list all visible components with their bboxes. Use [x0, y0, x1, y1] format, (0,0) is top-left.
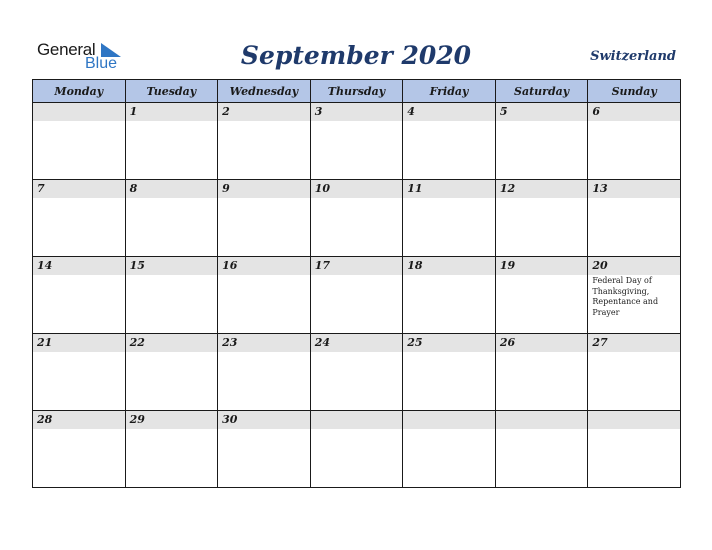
- day-number: 2: [218, 103, 310, 121]
- day-number: 10: [311, 180, 403, 198]
- calendar-week-row: [33, 334, 681, 411]
- day-number: 24: [311, 334, 403, 352]
- day-number: 22: [126, 334, 218, 352]
- weekday-header-wednesday: Wednesday: [218, 80, 311, 103]
- day-number: 7: [33, 180, 125, 198]
- day-cell: [310, 257, 403, 334]
- day-cell: [495, 103, 588, 180]
- day-cell: [403, 257, 496, 334]
- day-number: [496, 411, 588, 429]
- day-cell: [33, 103, 126, 180]
- day-cell: [495, 180, 588, 257]
- day-cell: [403, 103, 496, 180]
- day-number: 29: [126, 411, 218, 429]
- calendar-weeks: [33, 103, 681, 488]
- day-cell: [33, 257, 126, 334]
- day-number: [403, 411, 495, 429]
- country-label: Switzerland: [590, 49, 676, 64]
- day-cell: [588, 411, 681, 488]
- day-cell: [125, 334, 218, 411]
- day-cell: [403, 334, 496, 411]
- day-cell: [218, 411, 311, 488]
- day-number: 8: [126, 180, 218, 198]
- day-cell: [125, 180, 218, 257]
- generalblue-logo: [37, 40, 127, 74]
- calendar-week-row: [33, 411, 681, 488]
- day-number: 16: [218, 257, 310, 275]
- day-cell: [218, 257, 311, 334]
- day-cell: [125, 411, 218, 488]
- day-cell: [588, 103, 681, 180]
- day-cell: [495, 257, 588, 334]
- day-cell: [403, 180, 496, 257]
- day-number: 20: [588, 257, 680, 275]
- weekday-header-friday: Friday: [403, 80, 496, 103]
- weekday-header-saturday: Saturday: [495, 80, 588, 103]
- day-cell: [495, 334, 588, 411]
- day-number: 18: [403, 257, 495, 275]
- day-cell: [310, 411, 403, 488]
- day-cell: [218, 103, 311, 180]
- day-cell: [310, 334, 403, 411]
- day-number: 25: [403, 334, 495, 352]
- day-number: 28: [33, 411, 125, 429]
- day-cell: [33, 411, 126, 488]
- day-number: [588, 411, 680, 429]
- day-number: [311, 411, 403, 429]
- day-number: 27: [588, 334, 680, 352]
- month-calendar-grid: [32, 79, 681, 488]
- day-number: 15: [126, 257, 218, 275]
- calendar-week-row: [33, 257, 681, 334]
- day-number: 26: [496, 334, 588, 352]
- day-number: 4: [403, 103, 495, 121]
- day-cell: [218, 180, 311, 257]
- day-number: 12: [496, 180, 588, 198]
- day-number: [33, 103, 125, 121]
- day-number: 13: [588, 180, 680, 198]
- day-cell: [125, 257, 218, 334]
- day-cell: [588, 257, 681, 334]
- calendar-title: September 2020: [240, 41, 472, 70]
- calendar-week-row: [33, 180, 681, 257]
- logo-blue-text: Blue: [85, 55, 118, 72]
- day-cell: [125, 103, 218, 180]
- day-number: 19: [496, 257, 588, 275]
- day-cell: [588, 180, 681, 257]
- day-number: 23: [218, 334, 310, 352]
- day-number: 3: [311, 103, 403, 121]
- day-cell: [588, 334, 681, 411]
- day-cell: [33, 180, 126, 257]
- holiday-note: Federal Day of Thanksgiving, Repentance and Prayer: [592, 276, 659, 317]
- calendar-week-row: [33, 103, 681, 180]
- weekday-header-tuesday: Tuesday: [125, 80, 218, 103]
- day-number: 17: [311, 257, 403, 275]
- day-cell: [310, 103, 403, 180]
- day-number: 9: [218, 180, 310, 198]
- weekday-header-monday: Monday: [33, 80, 126, 103]
- day-cell: [33, 334, 126, 411]
- day-cell: [310, 180, 403, 257]
- day-cell: [403, 411, 496, 488]
- day-number: 21: [33, 334, 125, 352]
- weekday-header-row: [33, 80, 681, 103]
- day-number: 5: [496, 103, 588, 121]
- day-number: 6: [588, 103, 680, 121]
- day-number: 30: [218, 411, 310, 429]
- day-cell: [218, 334, 311, 411]
- day-cell: [495, 411, 588, 488]
- weekday-header-sunday: Sunday: [588, 80, 681, 103]
- weekday-header-thursday: Thursday: [310, 80, 403, 103]
- day-number: 11: [403, 180, 495, 198]
- day-number: 1: [126, 103, 218, 121]
- logo-general-text: General: [37, 40, 96, 59]
- day-number: 14: [33, 257, 125, 275]
